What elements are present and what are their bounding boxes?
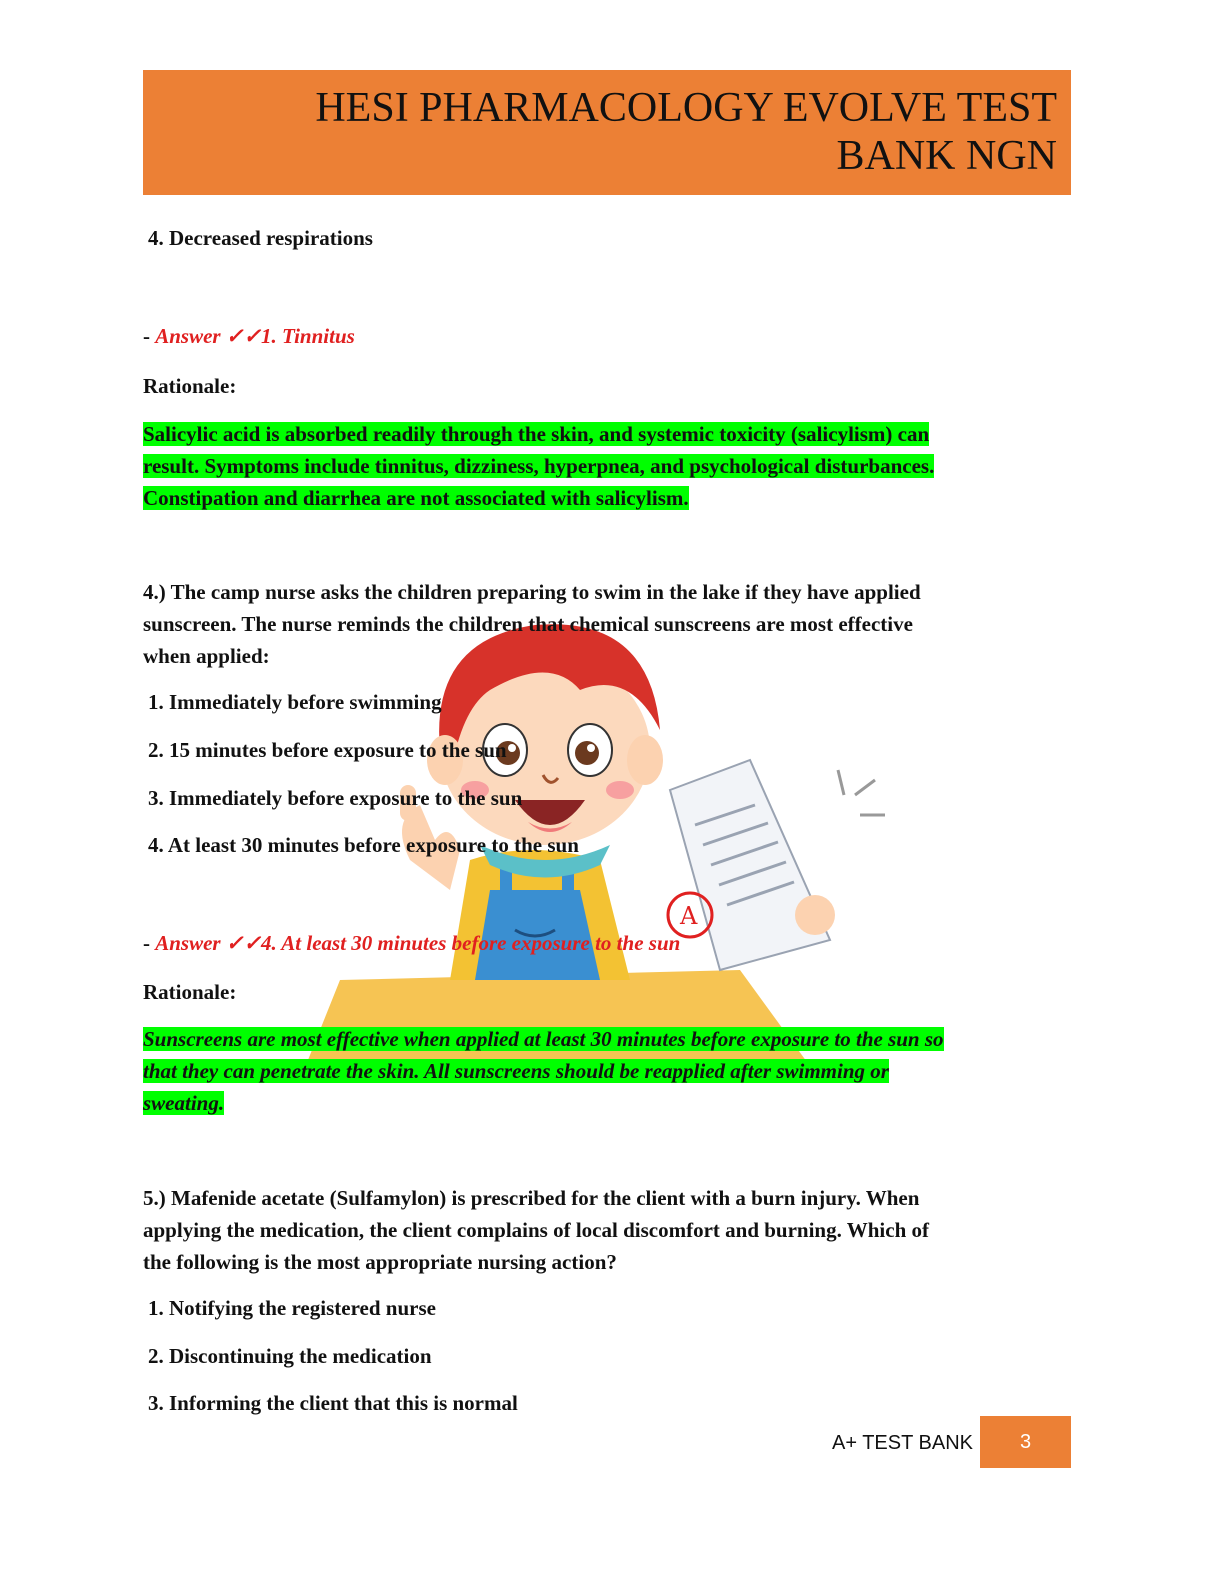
title-line-1: HESI PHARMACOLOGY EVOLVE TEST xyxy=(315,85,1057,131)
q4-rationale-label: Rationale: xyxy=(143,980,237,1004)
answer-dash: - xyxy=(143,324,156,348)
q4-rationale-line-3: sweating. xyxy=(143,1091,225,1115)
q3-rationale-text xyxy=(143,418,1063,514)
q3-answer xyxy=(143,322,355,350)
q5-option-2: 2. Discontinuing the medication xyxy=(148,1344,432,1368)
q3-rationale-line-1: Salicylic acid is absorbed readily through the skin, and systemic toxicity (salicylism) can xyxy=(143,422,930,446)
q4-rationale-text xyxy=(143,1023,1063,1119)
q4-answer xyxy=(143,929,680,957)
q5-question xyxy=(143,1182,1053,1278)
q4-answer-text: Answer ✓✓4. At least 30 minutes before exposure to the sun xyxy=(155,931,681,955)
q5-question-line-1: 5.) Mafenide acetate (Sulfamylon) is prescribed for the client with a burn injury. When xyxy=(143,1186,920,1210)
q3-answer-text: Answer ✓✓1. Tinnitus xyxy=(155,324,355,348)
q4-option-4: 4. At least 30 minutes before exposure to the sun xyxy=(148,833,579,857)
q4-option-3: 3. Immediately before exposure to the sun xyxy=(148,786,523,810)
q5-option-1: 1. Notifying the registered nurse xyxy=(148,1296,436,1320)
title-line-2: BANK NGN xyxy=(836,133,1057,179)
page-header xyxy=(143,70,1071,195)
q3-option-4: 4. Decreased respirations xyxy=(148,226,373,250)
q4-option-1: 1. Immediately before swimming xyxy=(148,690,442,714)
q4-question xyxy=(143,576,1053,672)
footer-label: A+ TEST BANK xyxy=(832,1432,973,1454)
page-number-badge xyxy=(980,1416,1071,1468)
q4-rationale-line-2: that they can penetrate the skin. All sunscreens should be reapplied after swimming or xyxy=(143,1059,889,1083)
q4-question-line-3: when applied: xyxy=(143,644,270,668)
q5-option-3: 3. Informing the client that this is normal xyxy=(148,1391,518,1415)
q3-rationale-line-3: Constipation and diarrhea are not associated with salicylism. xyxy=(143,486,689,510)
q4-rationale-line-1: Sunscreens are most effective when applied at least 30 minutes before exposure to the sun so xyxy=(143,1027,944,1051)
answer-dash: - xyxy=(143,931,156,955)
test-paper-icon xyxy=(668,760,830,970)
q4-question-line-2: sunscreen. The nurse reminds the children that chemical sunscreens are most effective xyxy=(143,612,913,636)
q3-rationale-label: Rationale: xyxy=(143,374,237,398)
q4-option-2: 2. 15 minutes before exposure to the sun xyxy=(148,738,507,762)
paper-grade: A xyxy=(680,902,698,930)
q3-rationale-line-2: result. Symptoms include tinnitus, dizziness, hyperpnea, and psychological disturbances. xyxy=(143,454,935,478)
q5-question-line-3: the following is the most appropriate nursing action? xyxy=(143,1250,617,1274)
document-title xyxy=(257,84,1057,180)
q4-question-line-1: 4.) The camp nurse asks the children preparing to swim in the lake if they have applied xyxy=(143,580,921,604)
q5-question-line-2: applying the medication, the client complains of local discomfort and burning. Which of xyxy=(143,1218,929,1242)
page-number: 3 xyxy=(1019,1430,1032,1453)
